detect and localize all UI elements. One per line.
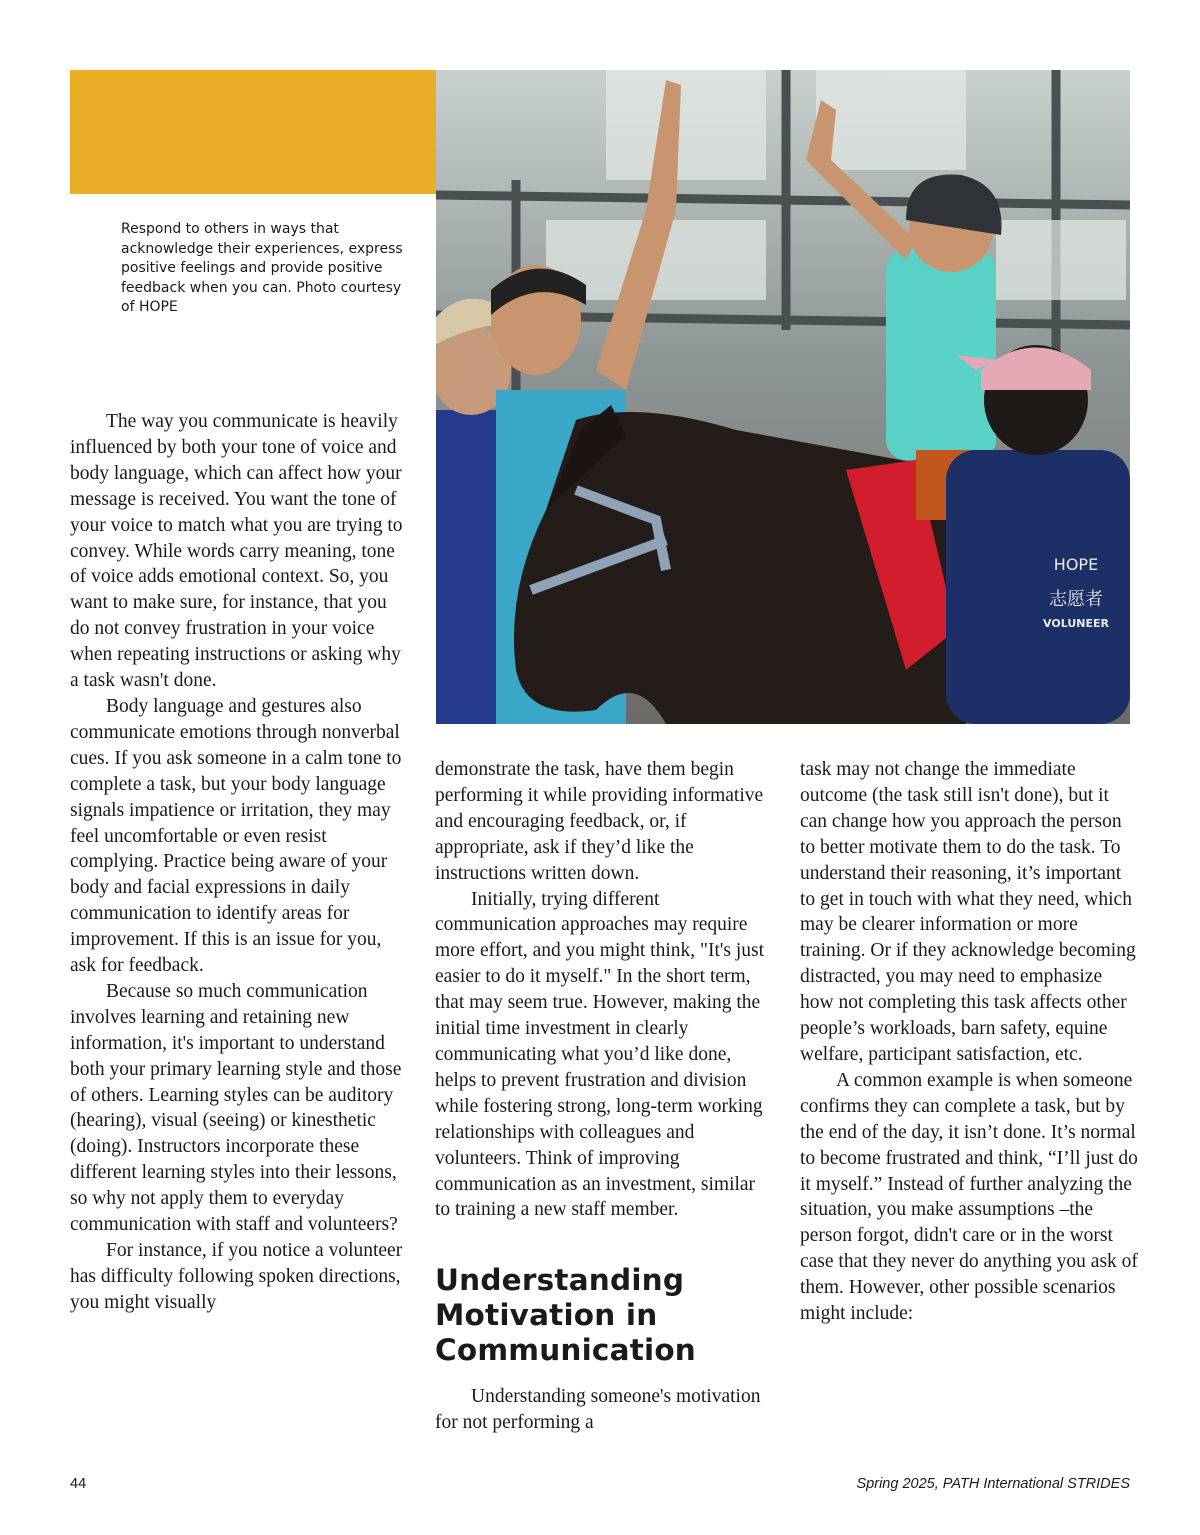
column-2: [435, 757, 773, 1436]
column-3: [800, 757, 1138, 1327]
paragraph: Body language and gestures also communicate emotions through nonverbal cues. If you ask someone in a calm tone to complete a task, but your body language signals impatience or irritation, they may feel uncomfortable or even resist complying. Practice being aware of your body and facial expressions in daily communication to identify areas for improvement. If this is an issue for you, ask for feedback.: [70, 695, 402, 977]
paragraph: Understanding someone's motivation for not performing a: [435, 1386, 761, 1434]
shirt-logo: HOPE: [1053, 555, 1099, 574]
paragraph: The way you communicate is heavily influenced by both your tone of voice and body language, which can affect how your message is received. You want the tone of your voice to match what you are trying to convey. While words carry meaning, tone of voice adds emotional context. So, you want to make sure, for instance, that you do not convey frustration in your voice when repeating instructions or asking why a task wasn't done.: [70, 411, 403, 692]
paragraph-continued: demonstrate the task, have them begin performing it while providing informative and encouraging feedback, or, if appropriate, ask if they’d like the instructions written down.: [435, 759, 764, 884]
publication-footer: Spring 2025, PATH International STRIDES: [856, 1476, 1130, 1492]
hippotherapy-photo: [436, 70, 1130, 724]
shirt-volunteer-text: VOLUNEER: [1043, 617, 1109, 630]
paragraph: For instance, if you notice a volunteer has difficulty following spoken directions, you might visually: [70, 1240, 403, 1313]
section-heading: Understanding Motivation in Communication: [435, 1263, 696, 1368]
page-number: 44: [70, 1476, 87, 1492]
paragraph-continued: task may not change the immediate outcome (the task still isn't done), but it can change how you approach the person to better motivate them to do the task. To understand their reasoning, it’s important to get in touch with what they need, which may be clearer information or more training. Or if they acknowledge becoming distracted, you may need to emphasize how not completing this task affects other people’s workloads, barn safety, equine welfare, participant satisfaction, etc.: [800, 759, 1136, 1065]
column-1: [70, 409, 408, 1316]
paragraph: Because so much communication involves learning and retaining new information, it's important to understand both your primary learning style and those of others. Learning styles can be auditory (hearing), visual (seeing) or kinesthetic (doing). Instructors incorporate these different learning styles into their lessons, so why not apply them to everyday communication with staff and volunteers?: [70, 980, 402, 1236]
shirt-chinese-text: 志愿者: [1049, 589, 1103, 610]
photo-caption: Respond to others in ways that acknowledge their experiences, express positive feelings and provide positive feedback when you can. Photo courtesy of HOPE: [121, 221, 403, 316]
paragraph: A common example is when someone confirms they can complete a task, but by the end of the day, it isn’t done. It’s normal to become frustrated and think, “I’ll just do it myself.” Instead of further analyzing the situation, you make assumptions –the person forgot, didn't care or in the worst case that they never do anything you ask of them. However, other possible scenarios might include:: [800, 1069, 1138, 1325]
photo-illustration: [436, 70, 1130, 724]
paragraph: Initially, trying different communication approaches may require more effort, and you might think, "It's just easier to do it myself." In the short term, that may seem true. However, making the initial time investment in clearly communicating what you’d like done, helps to prevent frustration and division while fostering strong, long-term working relationships with colleagues and volunteers. Think of improving communication as an investment, similar to training a new staff member.: [435, 888, 765, 1221]
